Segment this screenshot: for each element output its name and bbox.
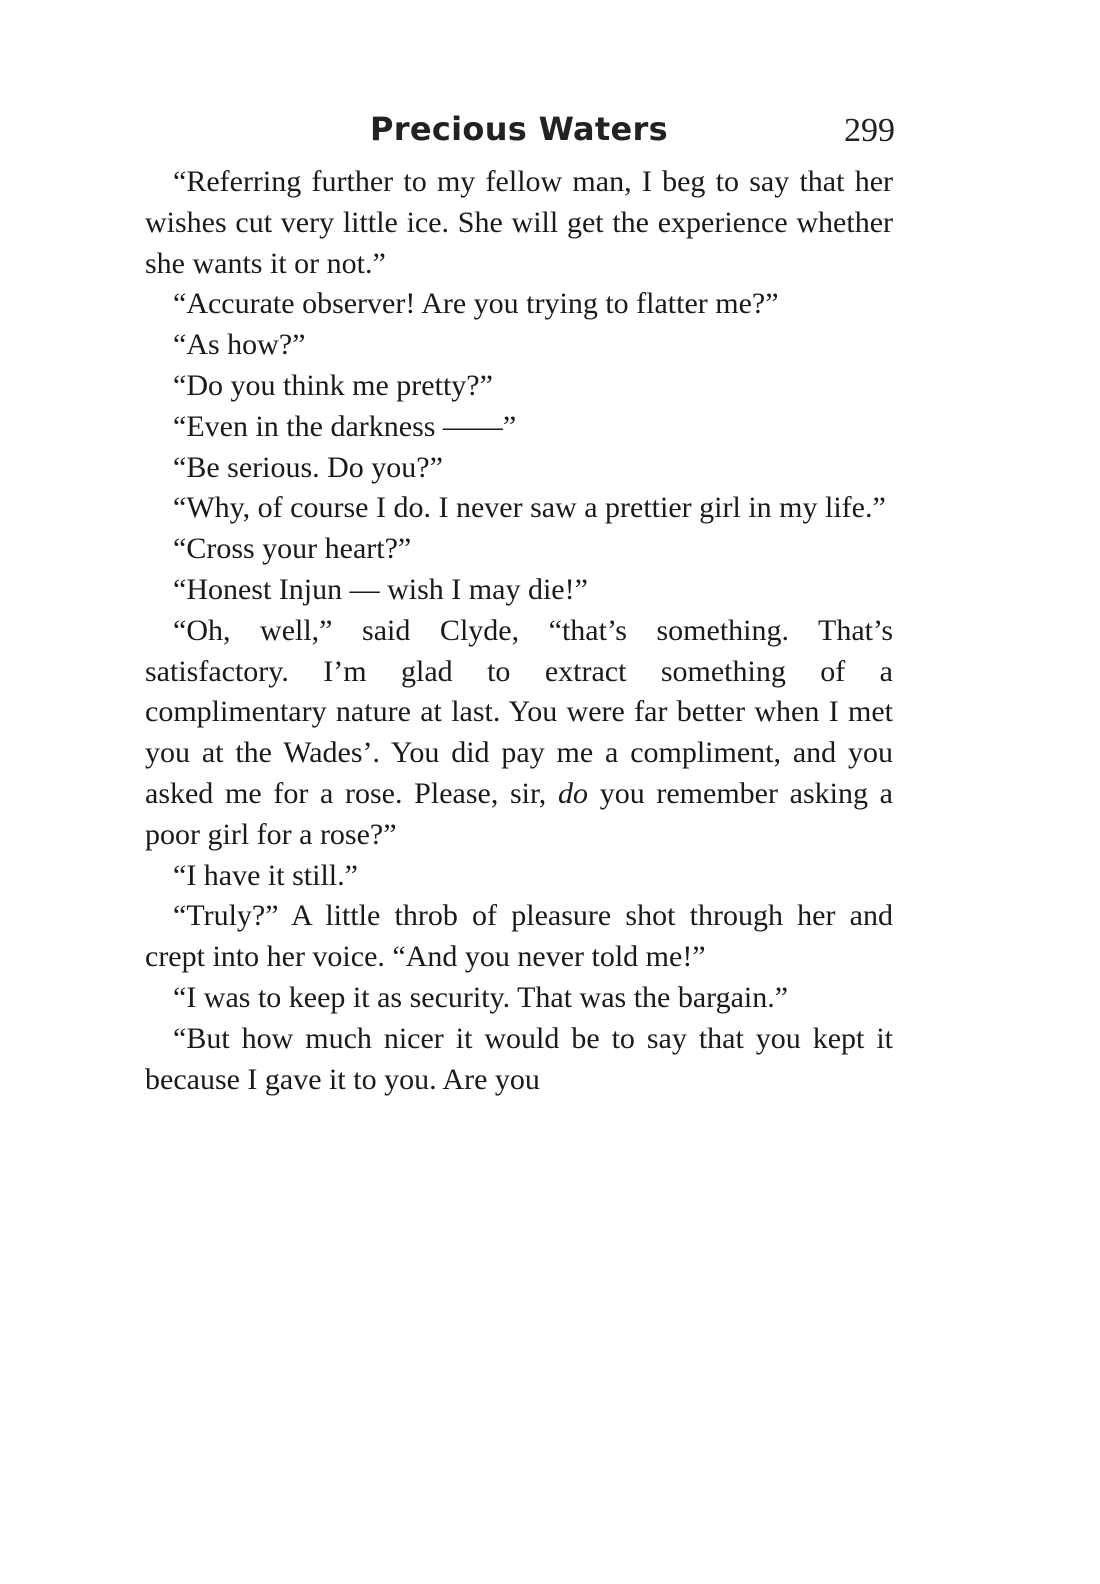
paragraph: “Cross your heart?” (173, 532, 412, 566)
paragraph: “Oh, well,” said Clyde, “that’s something. That’s satisfactory. I’m glad to extract something of a complimentary nature at last. You were far better when I met you at the Wades’. You did pay me a compliment, and you asked me for a rose. Please, sir, do you remember asking a poor girl for a rose?” (145, 613, 893, 851)
paragraph: “Accurate observer! Are you trying to flatter me?” (173, 287, 779, 321)
paragraph: “Be serious. Do you?” (173, 450, 443, 484)
page-number: 299 (844, 112, 895, 149)
paragraph: “But how much nicer it would be to say that you kept it because I gave it to you. Are you (145, 1021, 893, 1096)
body-text (145, 162, 893, 1100)
page-header (145, 110, 893, 162)
paragraph: “I have it still.” (173, 858, 358, 892)
paragraph: “Truly?” A little throb of pleasure shot through her and crept into her voice. “And you never told me!” (145, 899, 893, 974)
paragraph: “I was to keep it as security. That was the bargain.” (173, 980, 789, 1014)
paragraph: “Referring further to my fellow man, I beg to say that her wishes cut very little ice. She will get the experience whether she wants it or not.” (145, 165, 893, 280)
paragraph: “Honest Injun — wish I may die!” (173, 572, 588, 606)
paragraph: “As how?” (173, 328, 306, 362)
book-page (145, 110, 893, 1100)
running-title: Precious Waters (370, 110, 668, 148)
emphasized-word: do (558, 776, 588, 810)
paragraph: “Why, of course I do. I never saw a prettier girl in my life.” (173, 491, 886, 525)
paragraph: “Even in the darkness ——” (173, 409, 517, 443)
paragraph: “Do you think me pretty?” (173, 368, 493, 402)
